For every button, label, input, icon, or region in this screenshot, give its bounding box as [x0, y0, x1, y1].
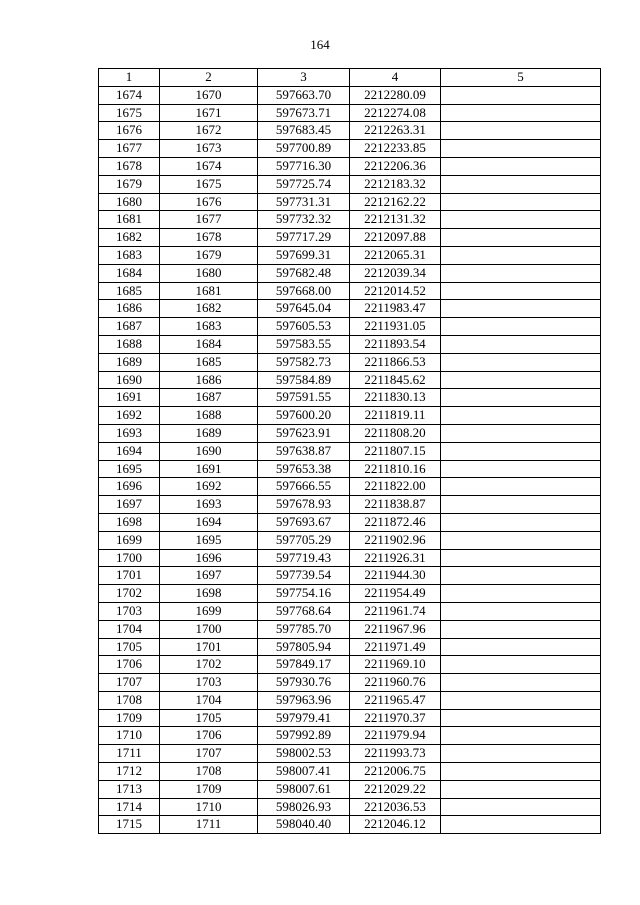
table-cell-col-3: 597716.30	[258, 157, 350, 175]
table-cell-col-5	[441, 780, 601, 798]
table-cell-col-1: 1709	[99, 709, 160, 727]
table-cell-col-2: 1709	[160, 780, 258, 798]
table-cell-col-3: 597683.45	[258, 122, 350, 140]
table-cell-col-4: 2212046.12	[350, 816, 441, 834]
table-cell-col-1: 1713	[99, 780, 160, 798]
table-cell-col-3: 597700.89	[258, 140, 350, 158]
table-cell-col-3: 597719.43	[258, 549, 350, 567]
table-cell-col-4: 2211808.20	[350, 424, 441, 442]
header-cell-4: 4	[350, 69, 441, 87]
table-cell-col-4: 2212206.36	[350, 157, 441, 175]
table-cell-col-4: 2211960.76	[350, 674, 441, 692]
table-cell-col-2: 1699	[160, 602, 258, 620]
table-cell-col-4: 2212263.31	[350, 122, 441, 140]
table-cell-col-1: 1693	[99, 424, 160, 442]
table-cell-col-1: 1687	[99, 318, 160, 336]
table-cell-col-3: 597705.29	[258, 531, 350, 549]
table-cell-col-5	[441, 175, 601, 193]
table-cell-col-4: 2212029.22	[350, 780, 441, 798]
table-row	[99, 567, 601, 585]
table-row	[99, 549, 601, 567]
table-cell-col-5	[441, 656, 601, 674]
table-cell-col-1: 1680	[99, 193, 160, 211]
table-row	[99, 763, 601, 781]
table-cell-col-4: 2212183.32	[350, 175, 441, 193]
table-cell-col-3: 598002.53	[258, 745, 350, 763]
table-body	[99, 86, 601, 833]
table-cell-col-3: 597605.53	[258, 318, 350, 336]
table-cell-col-2: 1673	[160, 140, 258, 158]
table-cell-col-1: 1701	[99, 567, 160, 585]
table-cell-col-1: 1699	[99, 531, 160, 549]
table-row	[99, 602, 601, 620]
table-cell-col-1: 1695	[99, 460, 160, 478]
table-cell-col-1: 1707	[99, 674, 160, 692]
table-cell-col-3: 597731.31	[258, 193, 350, 211]
table-cell-col-3: 597693.67	[258, 513, 350, 531]
table-cell-col-1: 1706	[99, 656, 160, 674]
table-cell-col-5	[441, 371, 601, 389]
table-cell-col-1: 1697	[99, 496, 160, 514]
table-cell-col-5	[441, 122, 601, 140]
header-cell-1: 1	[99, 69, 160, 87]
table-row	[99, 122, 601, 140]
table-cell-col-2: 1706	[160, 727, 258, 745]
table-cell-col-4: 2211807.15	[350, 442, 441, 460]
table-cell-col-2: 1693	[160, 496, 258, 514]
table-cell-col-1: 1708	[99, 691, 160, 709]
table-cell-col-5	[441, 727, 601, 745]
table-cell-col-4: 2211810.16	[350, 460, 441, 478]
table-header	[99, 69, 601, 87]
table-cell-col-5	[441, 389, 601, 407]
table-cell-col-3: 598026.93	[258, 798, 350, 816]
table-cell-col-1: 1714	[99, 798, 160, 816]
table-row	[99, 282, 601, 300]
table-cell-col-2: 1696	[160, 549, 258, 567]
table-cell-col-1: 1684	[99, 264, 160, 282]
table-cell-col-2: 1670	[160, 86, 258, 104]
table-cell-col-2: 1684	[160, 335, 258, 353]
table-row	[99, 442, 601, 460]
table-cell-col-2: 1703	[160, 674, 258, 692]
table-row	[99, 193, 601, 211]
table-cell-col-4: 2212014.52	[350, 282, 441, 300]
table-cell-col-2: 1676	[160, 193, 258, 211]
table-cell-col-1: 1711	[99, 745, 160, 763]
table-cell-col-4: 2212233.85	[350, 140, 441, 158]
table-cell-col-4: 2212036.53	[350, 798, 441, 816]
table-cell-col-3: 597678.93	[258, 496, 350, 514]
table-cell-col-1: 1681	[99, 211, 160, 229]
table-cell-col-1: 1696	[99, 478, 160, 496]
table-cell-col-1: 1704	[99, 620, 160, 638]
table-cell-col-3: 597666.55	[258, 478, 350, 496]
table-cell-col-4: 2211926.31	[350, 549, 441, 567]
table-cell-col-5	[441, 691, 601, 709]
table-cell-col-3: 597732.32	[258, 211, 350, 229]
table-cell-col-3: 597725.74	[258, 175, 350, 193]
table-cell-col-2: 1692	[160, 478, 258, 496]
table-cell-col-1: 1694	[99, 442, 160, 460]
table-cell-col-1: 1679	[99, 175, 160, 193]
table-row	[99, 86, 601, 104]
table-cell-col-5	[441, 442, 601, 460]
table-cell-col-1: 1690	[99, 371, 160, 389]
table-cell-col-3: 597785.70	[258, 620, 350, 638]
table-cell-col-5	[441, 407, 601, 425]
table-cell-col-4: 2211961.74	[350, 602, 441, 620]
table-cell-col-5	[441, 353, 601, 371]
table-row	[99, 157, 601, 175]
table-cell-col-4: 2211967.96	[350, 620, 441, 638]
table-cell-col-2: 1678	[160, 229, 258, 247]
table-cell-col-5	[441, 585, 601, 603]
table-cell-col-1: 1698	[99, 513, 160, 531]
table-row	[99, 816, 601, 834]
table-cell-col-2: 1702	[160, 656, 258, 674]
table-row	[99, 175, 601, 193]
table-cell-col-5	[441, 424, 601, 442]
table-cell-col-3: 597963.96	[258, 691, 350, 709]
table-cell-col-5	[441, 513, 601, 531]
table-cell-col-1: 1674	[99, 86, 160, 104]
table-cell-col-1: 1691	[99, 389, 160, 407]
table-cell-col-3: 597754.16	[258, 585, 350, 603]
table-cell-col-5	[441, 211, 601, 229]
table-row	[99, 496, 601, 514]
table-cell-col-2: 1679	[160, 246, 258, 264]
table-cell-col-5	[441, 674, 601, 692]
table-cell-col-2: 1705	[160, 709, 258, 727]
table-cell-col-1: 1676	[99, 122, 160, 140]
table-row	[99, 620, 601, 638]
table-cell-col-3: 598007.61	[258, 780, 350, 798]
table-cell-col-5	[441, 104, 601, 122]
table-cell-col-3: 597623.91	[258, 424, 350, 442]
table-cell-col-2: 1691	[160, 460, 258, 478]
table-cell-col-3: 597739.54	[258, 567, 350, 585]
table-cell-col-3: 597849.17	[258, 656, 350, 674]
table-cell-col-4: 2211822.00	[350, 478, 441, 496]
table-cell-col-1: 1715	[99, 816, 160, 834]
table-cell-col-2: 1681	[160, 282, 258, 300]
table-cell-col-1: 1705	[99, 638, 160, 656]
table-cell-col-5	[441, 460, 601, 478]
table-row	[99, 300, 601, 318]
table-cell-col-2: 1690	[160, 442, 258, 460]
table-cell-col-3: 597584.89	[258, 371, 350, 389]
table-row	[99, 709, 601, 727]
table-cell-col-1: 1700	[99, 549, 160, 567]
table-cell-col-1: 1678	[99, 157, 160, 175]
table-cell-col-5	[441, 318, 601, 336]
table-cell-col-5	[441, 745, 601, 763]
table-cell-col-5	[441, 157, 601, 175]
table-cell-col-3: 598040.40	[258, 816, 350, 834]
table-cell-col-5	[441, 531, 601, 549]
table-cell-col-5	[441, 709, 601, 727]
table-cell-col-5	[441, 282, 601, 300]
table-cell-col-2: 1688	[160, 407, 258, 425]
table-row	[99, 229, 601, 247]
table-cell-col-4: 2211893.54	[350, 335, 441, 353]
header-cell-2: 2	[160, 69, 258, 87]
table-cell-col-1: 1685	[99, 282, 160, 300]
table-cell-col-1: 1689	[99, 353, 160, 371]
table-cell-col-4: 2211819.11	[350, 407, 441, 425]
table-cell-col-3: 597653.38	[258, 460, 350, 478]
table-row	[99, 638, 601, 656]
table-cell-col-2: 1677	[160, 211, 258, 229]
table-row	[99, 478, 601, 496]
table-row	[99, 531, 601, 549]
table-row	[99, 353, 601, 371]
table-cell-col-4: 2211931.05	[350, 318, 441, 336]
table-row	[99, 745, 601, 763]
table-cell-col-3: 597717.29	[258, 229, 350, 247]
table-cell-col-5	[441, 264, 601, 282]
table-cell-col-5	[441, 140, 601, 158]
table-cell-col-4: 2212039.34	[350, 264, 441, 282]
table-cell-col-5	[441, 335, 601, 353]
table-cell-col-2: 1710	[160, 798, 258, 816]
table-row	[99, 780, 601, 798]
table-cell-col-3: 597582.73	[258, 353, 350, 371]
table-cell-col-4: 2211979.94	[350, 727, 441, 745]
table-cell-col-4: 2211838.87	[350, 496, 441, 514]
table-cell-col-5	[441, 229, 601, 247]
table-cell-col-3: 597591.55	[258, 389, 350, 407]
table-cell-col-4: 2211970.37	[350, 709, 441, 727]
table-cell-col-1: 1675	[99, 104, 160, 122]
table-cell-col-2: 1683	[160, 318, 258, 336]
table-cell-col-4: 2212097.88	[350, 229, 441, 247]
table-row	[99, 211, 601, 229]
table-cell-col-5	[441, 816, 601, 834]
table-row	[99, 798, 601, 816]
table-row	[99, 424, 601, 442]
table-cell-col-2: 1687	[160, 389, 258, 407]
table-cell-col-4: 2211830.13	[350, 389, 441, 407]
table-row	[99, 513, 601, 531]
table-cell-col-5	[441, 300, 601, 318]
table-cell-col-3: 597805.94	[258, 638, 350, 656]
table-row	[99, 104, 601, 122]
table-cell-col-4: 2211983.47	[350, 300, 441, 318]
table-cell-col-3: 597768.64	[258, 602, 350, 620]
table-cell-col-4: 2211872.46	[350, 513, 441, 531]
table-row	[99, 407, 601, 425]
table-cell-col-4: 2211969.10	[350, 656, 441, 674]
table-cell-col-3: 597673.71	[258, 104, 350, 122]
table-row	[99, 371, 601, 389]
table-cell-col-4: 2211965.47	[350, 691, 441, 709]
table-cell-col-3: 598007.41	[258, 763, 350, 781]
table-cell-col-5	[441, 763, 601, 781]
table-cell-col-2: 1707	[160, 745, 258, 763]
table-cell-col-2: 1682	[160, 300, 258, 318]
table-cell-col-2: 1689	[160, 424, 258, 442]
table-cell-col-3: 597699.31	[258, 246, 350, 264]
table-cell-col-2: 1675	[160, 175, 258, 193]
table-cell-col-5	[441, 567, 601, 585]
table-cell-col-1: 1683	[99, 246, 160, 264]
table-cell-col-4: 2211971.49	[350, 638, 441, 656]
table-row	[99, 318, 601, 336]
table-cell-col-3: 597583.55	[258, 335, 350, 353]
table-cell-col-4: 2212162.22	[350, 193, 441, 211]
table-cell-col-1: 1688	[99, 335, 160, 353]
table-cell-col-5	[441, 798, 601, 816]
table-cell-col-4: 2212131.32	[350, 211, 441, 229]
table-cell-col-2: 1708	[160, 763, 258, 781]
table-cell-col-5	[441, 602, 601, 620]
table-cell-col-5	[441, 193, 601, 211]
table-cell-col-5	[441, 620, 601, 638]
table-cell-col-2: 1700	[160, 620, 258, 638]
table-cell-col-4: 2211993.73	[350, 745, 441, 763]
table-cell-col-2: 1701	[160, 638, 258, 656]
table-cell-col-2: 1685	[160, 353, 258, 371]
table-cell-col-3: 597979.41	[258, 709, 350, 727]
table-row	[99, 691, 601, 709]
table-cell-col-2: 1680	[160, 264, 258, 282]
table-cell-col-2: 1697	[160, 567, 258, 585]
header-cell-3: 3	[258, 69, 350, 87]
table-cell-col-3: 597992.89	[258, 727, 350, 745]
table-cell-col-2: 1672	[160, 122, 258, 140]
table-cell-col-4: 2211866.53	[350, 353, 441, 371]
table-cell-col-5	[441, 86, 601, 104]
table-row	[99, 140, 601, 158]
table-cell-col-4: 2212065.31	[350, 246, 441, 264]
table-row	[99, 389, 601, 407]
table-cell-col-1: 1677	[99, 140, 160, 158]
table-cell-col-3: 597682.48	[258, 264, 350, 282]
table-cell-col-2: 1698	[160, 585, 258, 603]
table-cell-col-1: 1710	[99, 727, 160, 745]
table-cell-col-5	[441, 478, 601, 496]
table-cell-col-2: 1704	[160, 691, 258, 709]
table-cell-col-1: 1692	[99, 407, 160, 425]
table-cell-col-3: 597930.76	[258, 674, 350, 692]
coordinates-table	[98, 68, 601, 834]
table-row	[99, 335, 601, 353]
table-cell-col-1: 1712	[99, 763, 160, 781]
table-row	[99, 246, 601, 264]
table-cell-col-4: 2211954.49	[350, 585, 441, 603]
table-cell-col-5	[441, 549, 601, 567]
table-cell-col-5	[441, 246, 601, 264]
table-cell-col-5	[441, 638, 601, 656]
table-cell-col-2: 1711	[160, 816, 258, 834]
table-cell-col-2: 1694	[160, 513, 258, 531]
table-row	[99, 674, 601, 692]
table-cell-col-4: 2211944.30	[350, 567, 441, 585]
table-cell-col-2: 1674	[160, 157, 258, 175]
table-row	[99, 585, 601, 603]
table-cell-col-4: 2211902.96	[350, 531, 441, 549]
table-cell-col-5	[441, 496, 601, 514]
table-cell-col-1: 1703	[99, 602, 160, 620]
table-cell-col-4: 2212006.75	[350, 763, 441, 781]
table-cell-col-2: 1671	[160, 104, 258, 122]
page-number: 164	[310, 37, 330, 52]
table-cell-col-1: 1682	[99, 229, 160, 247]
table-row	[99, 264, 601, 282]
table-cell-col-1: 1702	[99, 585, 160, 603]
table-cell-col-3: 597668.00	[258, 282, 350, 300]
table-cell-col-2: 1686	[160, 371, 258, 389]
table-cell-col-1: 1686	[99, 300, 160, 318]
table-row	[99, 656, 601, 674]
table-cell-col-3: 597645.04	[258, 300, 350, 318]
table-row	[99, 460, 601, 478]
table-cell-col-3: 597600.20	[258, 407, 350, 425]
table-cell-col-4: 2211845.62	[350, 371, 441, 389]
table-cell-col-4: 2212274.08	[350, 104, 441, 122]
table-cell-col-3: 597663.70	[258, 86, 350, 104]
table-cell-col-4: 2212280.09	[350, 86, 441, 104]
table-cell-col-3: 597638.87	[258, 442, 350, 460]
header-cell-5: 5	[441, 69, 601, 87]
header-row	[99, 69, 601, 87]
table-cell-col-2: 1695	[160, 531, 258, 549]
table-row	[99, 727, 601, 745]
